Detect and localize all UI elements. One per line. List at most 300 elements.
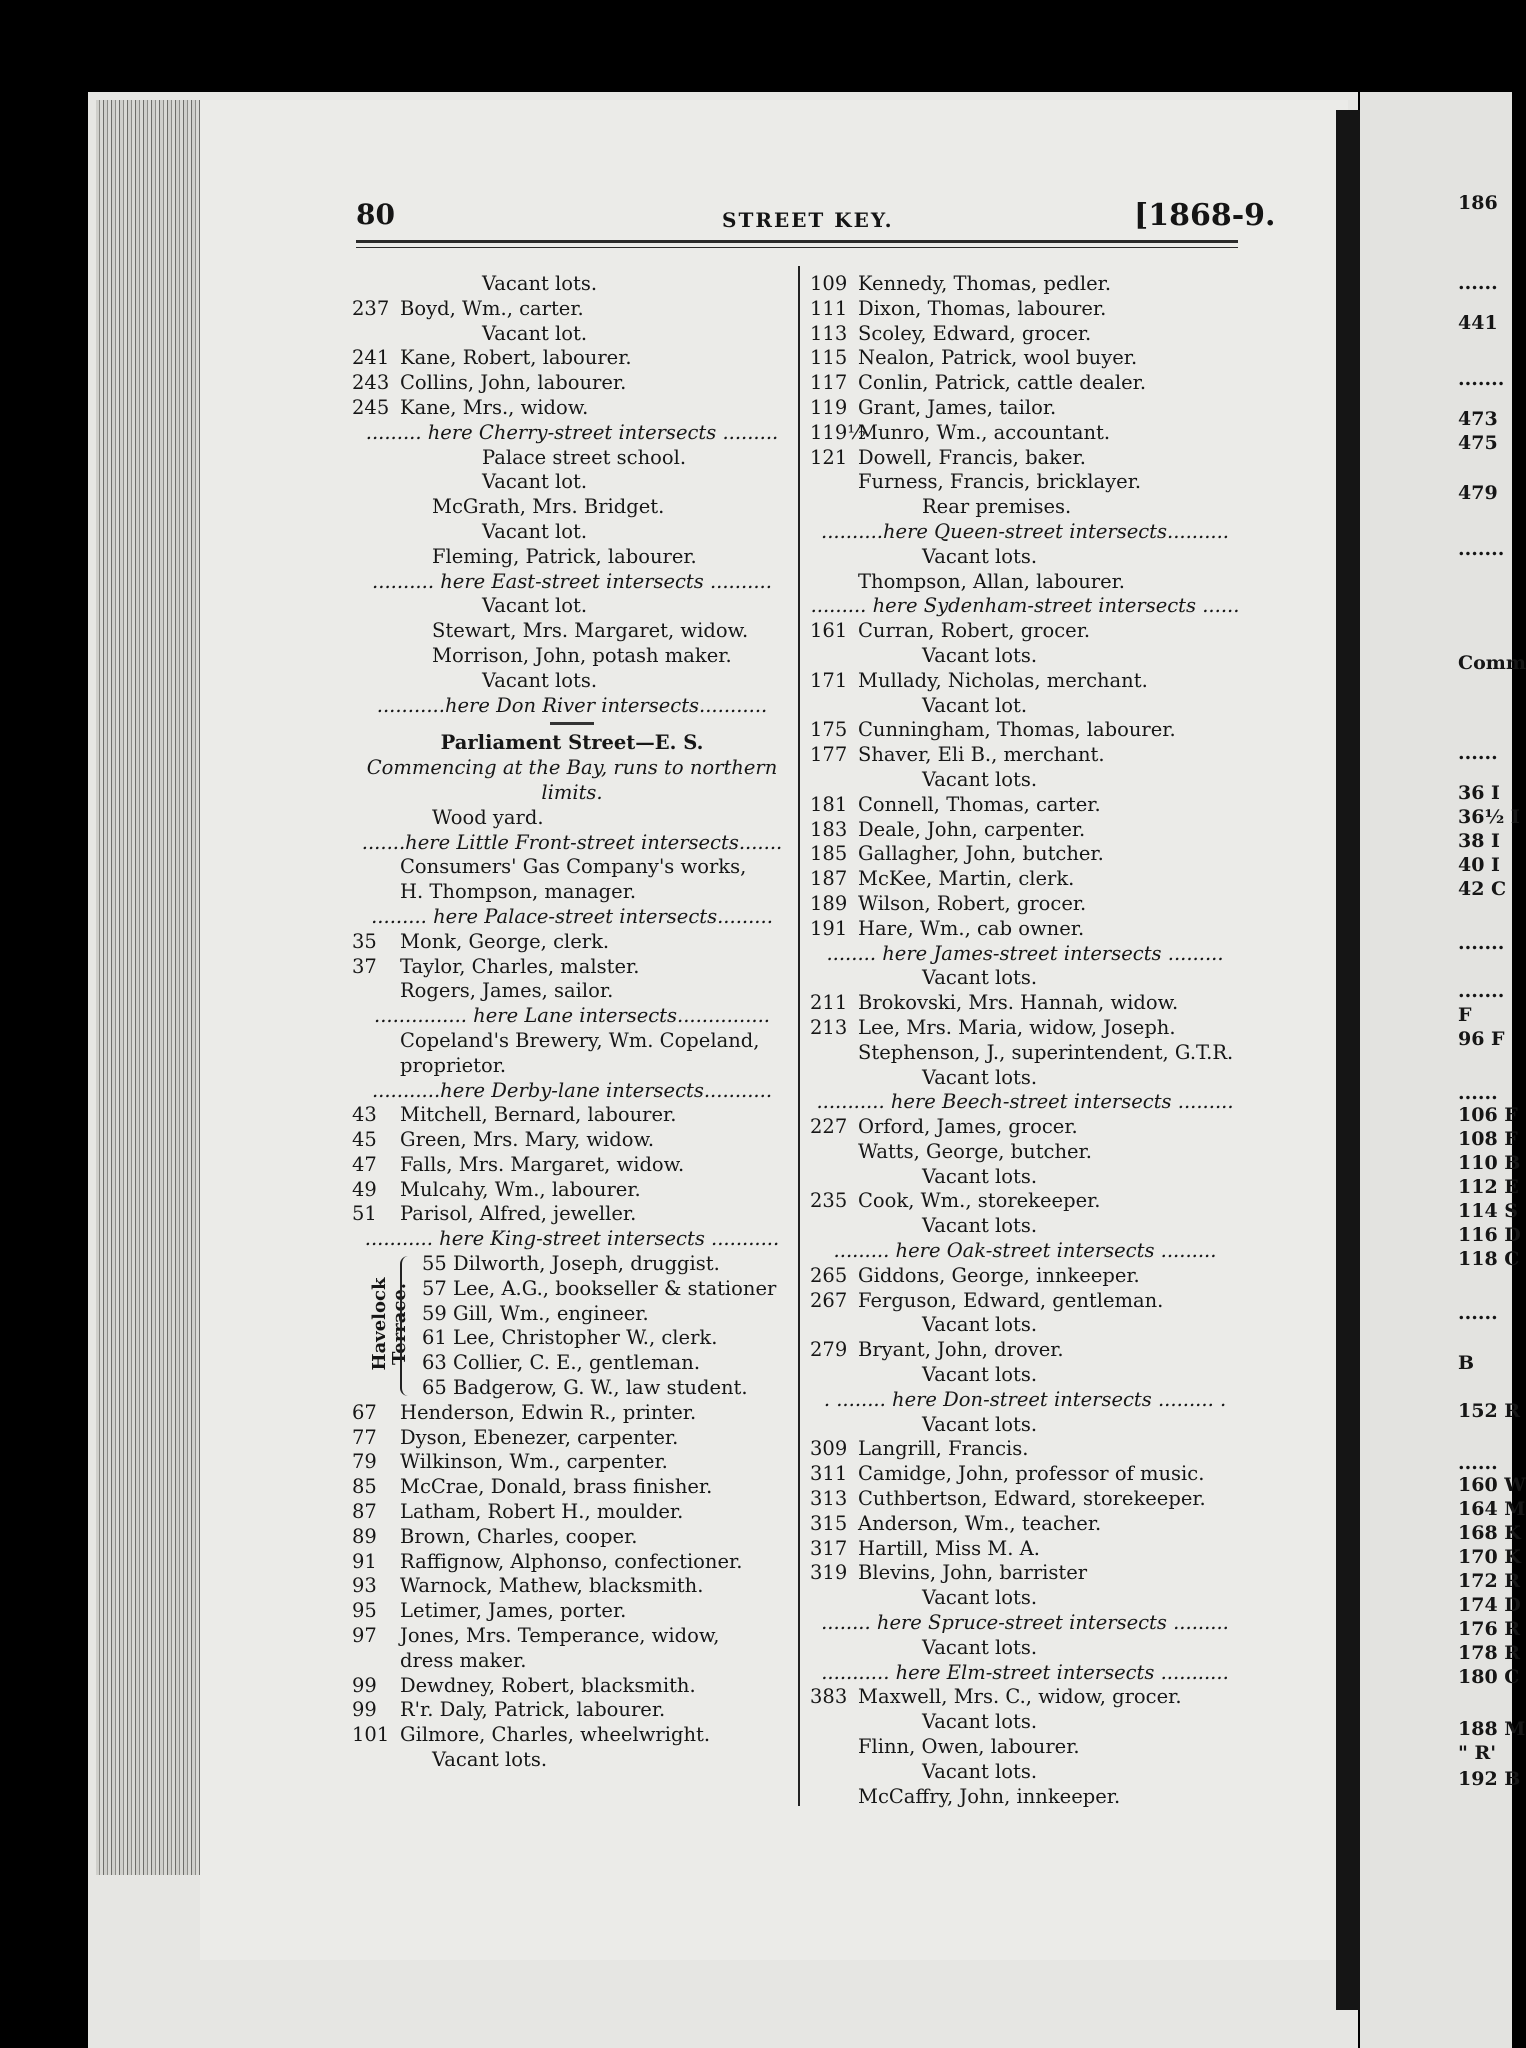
house-number: 85 [352, 1475, 377, 1499]
house-number: 191 [810, 916, 848, 940]
right-page-fragment-text: 473 [1458, 408, 1498, 430]
house-number: 187 [810, 867, 848, 891]
header-rule [356, 240, 1238, 243]
intersection-line [810, 1388, 1240, 1413]
directory-entry [810, 1313, 1240, 1338]
directory-entry [352, 1599, 792, 1624]
right-page-fragment-text: ....... [1458, 538, 1505, 560]
entry-text: Stewart, Mrs. Margaret, widow. [432, 619, 749, 643]
directory-entry [352, 545, 792, 570]
house-number: 383 [810, 1685, 848, 1709]
entry-text: Raffignow, Alphonso, confectioner. [400, 1549, 743, 1573]
entry-text: Blevins, John, barrister [858, 1561, 1088, 1585]
entry-text: Vacant lot. [922, 693, 1028, 717]
right-page-fragment-text: 36 I [1458, 782, 1500, 804]
entry-text: Dowell, Francis, baker. [858, 445, 1086, 469]
directory-entry [352, 346, 792, 371]
entry-text: . ........ here Don-street intersects ......... . [823, 1387, 1227, 1411]
directory-entry [352, 1674, 792, 1699]
directory-entry [352, 1525, 792, 1550]
entry-text: Connell, Thomas, carter. [858, 792, 1101, 816]
entry-text: Jones, Mrs. Temperance, widow, [400, 1624, 720, 1648]
directory-entry [352, 1649, 792, 1674]
book-gutter [1336, 110, 1360, 2010]
right-page-fragment-text: 36½ I [1458, 806, 1520, 828]
directory-entry [810, 1289, 1240, 1314]
directory-entry [810, 1462, 1240, 1487]
header-rule-thin [356, 247, 1238, 248]
directory-entry [352, 1103, 792, 1128]
directory-entry [810, 694, 1240, 719]
entry-text: Munro, Wm., accountant. [858, 420, 1111, 444]
house-number: 265 [810, 1263, 848, 1287]
entry-text: Dewdney, Robert, blacksmith. [400, 1673, 696, 1697]
house-number: 35 [352, 929, 377, 953]
directory-entry [352, 1550, 792, 1575]
directory-entry [810, 917, 1240, 942]
house-number: 97 [352, 1624, 377, 1648]
intersection-line [352, 694, 792, 719]
left-entries-c [352, 1401, 792, 1773]
terrace-entries [352, 1252, 792, 1401]
directory-entry [352, 1450, 792, 1475]
directory-entry [810, 1561, 1240, 1586]
entry-text: Stephenson, J., superintendent, G.T.R. [858, 1040, 1234, 1064]
right-page-fragment-text: ...... [1458, 1302, 1498, 1324]
house-number: 67 [352, 1400, 377, 1424]
intersection-line [810, 1239, 1240, 1264]
entry-text: Kane, Robert, labourer. [400, 346, 632, 370]
entry-text: Camidge, John, professor of music. [858, 1462, 1205, 1486]
house-number: 177 [810, 743, 848, 767]
entry-text: Green, Mrs. Mary, widow. [400, 1128, 655, 1152]
entry-text: McGrath, Mrs. Bridget. [432, 495, 665, 519]
entry-text: Brokovski, Mrs. Hannah, widow. [858, 991, 1179, 1015]
entry-text: ......... here Cherry-street intersects ......... [365, 420, 779, 444]
right-page-fragment-text: 42 C [1458, 878, 1507, 900]
entry-text: H. Thompson, manager. [400, 880, 637, 904]
directory-entry [810, 1537, 1240, 1562]
right-page-fragment-text: 164 M [1458, 1498, 1526, 1520]
year-label: [1868-9. [1134, 198, 1276, 233]
entry-text: Giddons, George, innkeeper. [858, 1263, 1140, 1287]
terrace-entry: 55 Dilworth, Joseph, druggist. [422, 1252, 720, 1276]
entry-text: Gilmore, Charles, wheelwright. [400, 1723, 711, 1747]
house-number: 95 [352, 1599, 377, 1623]
entry-text: Shaver, Eli B., merchant. [858, 743, 1105, 767]
entry-text: Vacant lots. [432, 1748, 548, 1772]
intersection-line [810, 1090, 1240, 1115]
house-number: 47 [352, 1152, 377, 1176]
directory-entry [810, 1066, 1240, 1091]
house-number: 313 [810, 1487, 848, 1511]
entry-text: Scoley, Edward, grocer. [858, 321, 1092, 345]
right-page-fragment-text: 96 F [1458, 1028, 1505, 1050]
directory-entry [352, 1475, 792, 1500]
house-number: 161 [810, 619, 848, 643]
entry-text: Curran, Robert, grocer. [858, 619, 1091, 643]
terrace-entry: 61 Lee, Christopher W., clerk. [422, 1326, 718, 1350]
entry-text: Vacant lots. [922, 544, 1038, 568]
directory-entry [810, 1413, 1240, 1438]
house-number: 109 [810, 272, 848, 295]
right-page-fragment-text: 180 C [1458, 1666, 1520, 1688]
entry-text: Grant, James, tailor. [858, 395, 1057, 419]
entry-text: Vacant lots. [922, 1164, 1038, 1188]
intersection-line [810, 594, 1240, 619]
directory-entry [810, 966, 1240, 991]
house-number: 267 [810, 1288, 848, 1312]
directory-entry [810, 818, 1240, 843]
directory-entry [352, 619, 792, 644]
directory-entry [810, 619, 1240, 644]
left-entries-b [352, 806, 792, 1252]
directory-entry [810, 1487, 1240, 1512]
house-number: 309 [810, 1437, 848, 1461]
entry-text: Kane, Mrs., widow. [400, 395, 589, 419]
entry-text: Wilson, Robert, grocer. [858, 891, 1087, 915]
directory-entry [352, 1401, 792, 1426]
house-number: 89 [352, 1524, 377, 1548]
house-number: 237 [352, 296, 390, 320]
house-number: 77 [352, 1425, 377, 1449]
directory-entry [810, 446, 1240, 471]
entry-text: Watts, George, butcher. [858, 1139, 1092, 1163]
house-number: 235 [810, 1189, 848, 1213]
entry-text: Boyd, Wm., carter. [400, 296, 584, 320]
entry-text: Vacant lots. [922, 767, 1038, 791]
house-number: 181 [810, 792, 848, 816]
entry-text: Vacant lots. [922, 1214, 1038, 1238]
left-column [352, 272, 792, 1773]
house-number: 101 [352, 1723, 390, 1747]
directory-entry [352, 669, 792, 694]
directory-entry [352, 322, 792, 347]
directory-entry [810, 1512, 1240, 1537]
right-page-fragment-text: " R' [1458, 1742, 1497, 1764]
directory-entry [352, 272, 792, 297]
entry-text: McCaffry, John, innkeeper. [858, 1784, 1121, 1808]
directory-entry [810, 396, 1240, 421]
right-page-fragment-text: ...... [1458, 1082, 1498, 1104]
directory-entry [352, 371, 792, 396]
right-page-fragment-text: ...... [1458, 1452, 1498, 1474]
entry-text: Gallagher, John, butcher. [858, 842, 1104, 866]
right-page-fragment-text: B [1458, 1352, 1475, 1374]
right-page-fragment-text: 114 S [1458, 1200, 1518, 1222]
entry-text: Collins, John, labourer. [400, 371, 627, 395]
house-number: 99 [352, 1698, 377, 1722]
entry-text: ........... here King-street intersects ........... [364, 1227, 780, 1251]
intersection-line [352, 421, 792, 446]
directory-entry [352, 1574, 792, 1599]
entry-text: ..........here Queen-street intersects.......... [821, 519, 1229, 543]
directory-entry [352, 806, 792, 831]
house-number: 175 [810, 718, 848, 742]
house-number: 119½ [810, 420, 867, 444]
entry-text: Vacant lots. [922, 643, 1038, 667]
house-number: 117 [810, 371, 848, 395]
entry-text: ...........here Don River intersects........... [376, 693, 768, 717]
right-page-fragment-text: 178 R [1458, 1642, 1521, 1664]
directory-entry [352, 1153, 792, 1178]
directory-entry [810, 495, 1240, 520]
entry-text: Hare, Wm., cab owner. [858, 916, 1085, 940]
house-number: 91 [352, 1549, 377, 1573]
directory-entry [810, 470, 1240, 495]
right-page-fragment-text: ....... [1458, 368, 1505, 390]
entry-text: Monk, George, clerk. [400, 929, 610, 953]
house-number: 115 [810, 346, 848, 370]
entry-text: Rear premises. [922, 495, 1072, 519]
directory-entry [810, 793, 1240, 818]
entry-text: McKee, Martin, clerk. [858, 867, 1075, 891]
directory-entry [810, 1214, 1240, 1239]
entry-text: Kennedy, Thomas, pedler. [858, 272, 1112, 295]
right-page-fragment-text: ...... [1458, 742, 1498, 764]
right-page-fragment-text: 188 M [1458, 1718, 1526, 1740]
entry-text: Falls, Mrs. Margaret, widow. [400, 1152, 685, 1176]
right-page-fragment-text: 176 R [1458, 1618, 1521, 1640]
intersection-line [352, 905, 792, 930]
entry-text: Cook, Wm., storekeeper. [858, 1189, 1101, 1213]
directory-entry [810, 1586, 1240, 1611]
right-page-fragment-text: 116 D [1458, 1224, 1521, 1246]
right-page-fragment-text: 118 C [1458, 1248, 1520, 1270]
directory-entry [810, 1437, 1240, 1462]
directory-entry [810, 421, 1240, 446]
house-number: 45 [352, 1128, 377, 1152]
directory-entry [352, 1029, 792, 1054]
directory-entry [352, 1054, 792, 1079]
directory-entry [810, 297, 1240, 322]
house-number: 43 [352, 1103, 377, 1127]
directory-entry [810, 322, 1240, 347]
directory-entry [352, 495, 792, 520]
house-number: 317 [810, 1536, 848, 1560]
right-page-fragment-text: 110 B [1458, 1152, 1521, 1174]
terrace-entry: 65 Badgerow, G. W., law student. [422, 1376, 748, 1400]
entry-text: .......here Little Front-street intersects....... [361, 830, 783, 854]
entry-text: Conlin, Patrick, cattle dealer. [858, 371, 1147, 395]
directory-entry [352, 1624, 792, 1649]
house-number: 243 [352, 371, 390, 395]
column-divider [798, 266, 800, 1806]
directory-entry [810, 272, 1240, 297]
terrace-entry: 59 Gill, Wm., engineer. [422, 1301, 649, 1325]
entry-text: Ferguson, Edward, gentleman. [858, 1288, 1164, 1312]
entry-text: Thompson, Allan, labourer. [858, 569, 1126, 593]
entry-text: Vacant lot. [482, 470, 588, 494]
directory-entry [352, 594, 792, 619]
entry-text: Dyson, Ebenezer, carpenter. [400, 1425, 679, 1449]
house-number: 99 [352, 1673, 377, 1697]
entry-text: Bryant, John, drover. [858, 1338, 1064, 1362]
directory-entry [810, 1115, 1240, 1140]
entry-text: Vacant lots. [482, 668, 598, 692]
house-number: 245 [352, 395, 390, 419]
house-number: 93 [352, 1574, 377, 1598]
entry-text: ........ here James-street intersects ......... [826, 941, 1224, 965]
directory-entry [352, 297, 792, 322]
directory-entry [810, 1264, 1240, 1289]
house-number: 119 [810, 395, 848, 419]
entry-text: .......... here East-street intersects .......... [372, 569, 772, 593]
directory-entry [810, 1016, 1240, 1041]
directory-entry [810, 1735, 1240, 1760]
right-page-fragment-text: 112 E [1458, 1176, 1519, 1198]
directory-entry [810, 1685, 1240, 1710]
house-number: 87 [352, 1500, 377, 1524]
entry-text: Wilkinson, Wm., carpenter. [400, 1450, 668, 1474]
havelock-terrace [352, 1252, 792, 1401]
house-number: 49 [352, 1177, 377, 1201]
entry-text: Vacant lots. [922, 1586, 1038, 1610]
right-page-fragment-text: 38 I [1458, 830, 1500, 852]
directory-entry [352, 855, 792, 880]
house-number: 79 [352, 1450, 377, 1474]
entry-text: Taylor, Charles, malster. [400, 954, 640, 978]
right-page-fragment-text: 192 B [1458, 1768, 1521, 1790]
section-title: Parliament Street—E. S. [440, 731, 704, 755]
directory-entry [352, 1698, 792, 1723]
running-title: STREET KEY. [722, 208, 894, 232]
house-number: 213 [810, 1015, 848, 1039]
entry-text: Cuthbertson, Edward, storekeeper. [858, 1487, 1206, 1511]
right-page-fragment-text: 170 K [1458, 1546, 1521, 1568]
directory-entry [810, 1760, 1240, 1785]
entry-text: McCrae, Donald, brass finisher. [400, 1475, 713, 1499]
right-page-fragment-text: 479 [1458, 482, 1498, 504]
entry-text: Letimer, James, porter. [400, 1599, 627, 1623]
house-number: 37 [352, 954, 377, 978]
house-number: 241 [352, 346, 390, 370]
directory-entry [810, 1041, 1240, 1066]
intersection-line [810, 520, 1240, 545]
directory-entry [810, 1338, 1240, 1363]
intersection-line [352, 570, 792, 595]
right-page-fragment-text: 441 [1458, 312, 1498, 334]
entry-text: ............... here Lane intersects............... [374, 1004, 770, 1028]
house-number: 315 [810, 1511, 848, 1535]
entry-text: proprietor. [400, 1053, 507, 1077]
directory-entry [352, 1426, 792, 1451]
page-edges [96, 100, 206, 1875]
directory-entry [810, 669, 1240, 694]
entry-text: Vacant lots. [482, 272, 598, 295]
intersection-line [810, 1661, 1240, 1686]
house-number: 185 [810, 842, 848, 866]
section-rule [550, 722, 594, 725]
entry-text: Morrison, John, potash maker. [432, 643, 732, 667]
entry-text: Furness, Francis, bricklayer. [858, 470, 1142, 494]
entry-text: Vacant lots. [922, 1313, 1038, 1337]
entry-text: ........... here Elm-street intersects ........... [821, 1660, 1229, 1684]
entry-text: Maxwell, Mrs. C., widow, grocer. [858, 1685, 1182, 1709]
entry-text: Brown, Charles, cooper. [400, 1524, 638, 1548]
entry-text: Deale, John, carpenter. [858, 817, 1086, 841]
right-entries [810, 272, 1240, 1809]
entry-text: Vacant lots. [922, 1363, 1038, 1387]
directory-entry [810, 1189, 1240, 1214]
entry-text: Latham, Robert H., moulder. [400, 1500, 684, 1524]
house-number: 319 [810, 1561, 848, 1585]
directory-entry [352, 1748, 792, 1773]
intersection-line [352, 831, 792, 856]
entry-text: Vacant lots. [922, 1635, 1038, 1659]
right-page-fragment-text: ....... [1458, 932, 1505, 954]
directory-entry [352, 644, 792, 669]
directory-entry [810, 1636, 1240, 1661]
intersection-line [810, 942, 1240, 967]
entry-text: Vacant lot. [482, 594, 588, 618]
directory-entry [810, 743, 1240, 768]
house-number: 279 [810, 1338, 848, 1362]
house-number: 189 [810, 891, 848, 915]
entry-text: Henderson, Edwin R., printer. [400, 1400, 697, 1424]
directory-entry [810, 1363, 1240, 1388]
right-page-fragment-text: 475 [1458, 432, 1498, 454]
intersection-line [352, 1079, 792, 1104]
directory-entry [810, 1710, 1240, 1735]
directory-entry [352, 979, 792, 1004]
right-page-fragment-text: 174 D [1458, 1594, 1521, 1616]
directory-entry [352, 396, 792, 421]
intersection-line [352, 1227, 792, 1252]
directory-entry [352, 1178, 792, 1203]
directory-entry [810, 842, 1240, 867]
directory-entry [352, 520, 792, 545]
entry-text: ........... here Beech-street intersects ......... [816, 1090, 1234, 1114]
entry-text: Fleming, Patrick, labourer. [432, 544, 697, 568]
right-page-fragment-text: 168 K [1458, 1522, 1521, 1544]
house-number: 51 [352, 1202, 377, 1226]
directory-entry [352, 930, 792, 955]
right-page-fragment-text: 172 R [1458, 1570, 1521, 1592]
terrace-entry: 63 Collier, C. E., gentleman. [422, 1351, 701, 1375]
directory-entry [810, 545, 1240, 570]
house-number: 113 [810, 321, 848, 345]
entry-text: R'r. Daly, Patrick, labourer. [400, 1698, 666, 1722]
right-column [810, 272, 1240, 1809]
house-number: 183 [810, 817, 848, 841]
entry-text: Vacant lots. [922, 1710, 1038, 1734]
right-page-fragment-text: Comm [1458, 652, 1526, 674]
entry-text: Mulcahy, Wm., labourer. [400, 1177, 641, 1201]
entry-text: Orford, James, grocer. [858, 1115, 1078, 1139]
entry-text: Mitchell, Bernard, labourer. [400, 1103, 677, 1127]
intersection-line [352, 1004, 792, 1029]
directory-entry [810, 1140, 1240, 1165]
house-number: 171 [810, 668, 848, 692]
entry-text: Vacant lot. [482, 321, 588, 345]
entry-text: Flinn, Owen, labourer. [858, 1735, 1080, 1759]
entry-text: ...........here Derby-lane intersects........... [371, 1078, 773, 1102]
directory-entry [810, 867, 1240, 892]
directory-entry [352, 1500, 792, 1525]
directory-entry [810, 570, 1240, 595]
entry-text: ......... here Sydenham-street intersects ...... [810, 594, 1240, 618]
entry-text: Copeland's Brewery, Wm. Copeland, [400, 1028, 760, 1052]
entry-text: Langrill, Francis. [858, 1437, 1029, 1461]
directory-entry [352, 1723, 792, 1748]
entry-text: Mullady, Nicholas, merchant. [858, 668, 1148, 692]
directory-entry [810, 1785, 1240, 1810]
directory-entry [810, 346, 1240, 371]
directory-entry [352, 955, 792, 980]
directory-entry [352, 470, 792, 495]
right-page-fragment-text: 152 R [1458, 1400, 1521, 1422]
